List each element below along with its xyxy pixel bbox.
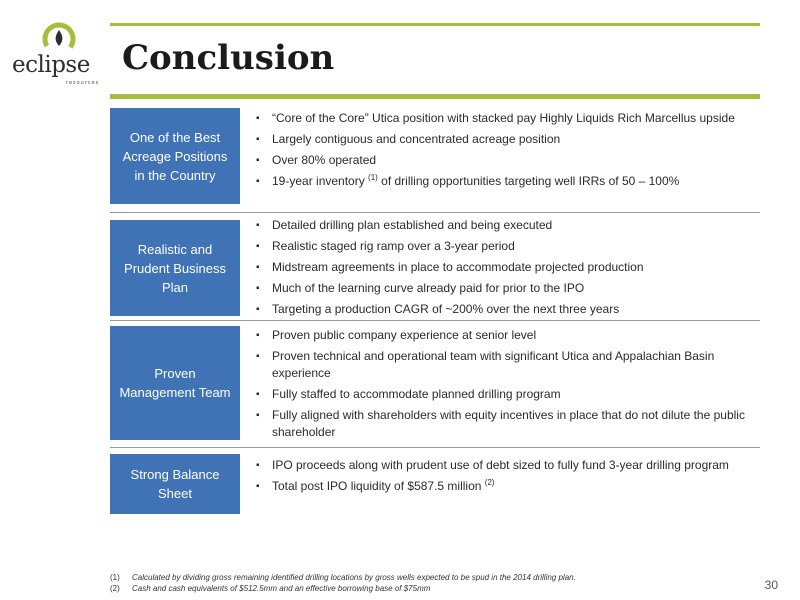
section-label-management: Proven Management Team [110, 326, 240, 440]
eclipse-logo-mark-icon [42, 22, 76, 56]
bullet-item: ▪ Targeting a production CAGR of ~200% over the next three years [256, 301, 760, 318]
section-label-business-plan: Realistic and Prudent Business Plan [110, 220, 240, 316]
bullet-item: ▪ Largely contiguous and concentrated acreage position [256, 131, 760, 148]
section-divider [110, 447, 760, 448]
bullet-text: of drilling opportunities targeting well IRRs of 50 – 100% [377, 174, 680, 188]
bullet-item: ▪ “Core of the Core” Utica position with stacked pay Highly Liquids Rich Marcellus upside [256, 110, 760, 127]
logo-subtext: resources [66, 80, 100, 86]
bullet-list [256, 217, 760, 322]
footnote-text: Calculated by dividing gross remaining identified drilling locations by gross wells expected to be spud in the 2014 drilling plan. [132, 573, 576, 582]
bullet-item: ▪ Detailed drilling plan established and being executed [256, 217, 760, 234]
bullet-item: ▪ Proven technical and operational team with significant Utica and Appalachian Basin experience [256, 348, 760, 382]
bullet-text: 19-year inventory [272, 174, 369, 188]
footnote-text: Cash and cash equivalents of $512.5mm and an effective borrowing base of $75mm [132, 584, 431, 593]
bullet-item: ▪ Over 80% operated [256, 152, 760, 169]
section-divider [110, 320, 760, 321]
bullet-item: ▪ Proven public company experience at senior level [256, 327, 760, 344]
section-divider [110, 212, 760, 213]
bullet-item: ▪ Fully staffed to accommodate planned drilling program [256, 386, 760, 403]
top-accent-rule [110, 23, 760, 26]
bullet-item [256, 478, 760, 495]
footnote-item [110, 572, 576, 583]
section-label-acreage: One of the Best Acreage Positions in the Country [110, 108, 240, 204]
page-number: 30 [764, 578, 778, 592]
footnote-ref: (2) [484, 478, 495, 487]
title-underline-rule [110, 94, 760, 99]
bullet-text: Total post IPO liquidity of $587.5 million [272, 479, 485, 493]
logo-wordmark: eclipse [12, 52, 90, 78]
footnote-item [110, 583, 576, 594]
section-label-balance-sheet: Strong Balance Sheet [110, 454, 240, 514]
bullet-list [256, 457, 760, 499]
footnote-number: (1) [110, 573, 120, 582]
footnotes [110, 572, 576, 594]
page-title: Conclusion [122, 38, 335, 78]
section-balance-sheet [110, 452, 760, 516]
eclipse-logo [12, 22, 102, 88]
section-business-plan [110, 216, 760, 320]
bullet-list [256, 110, 760, 194]
bullet-list [256, 327, 760, 445]
bullet-item: ▪ Fully aligned with shareholders with equity incentives in place that do not dilute the public shareholder [256, 407, 760, 441]
section-management [110, 323, 760, 447]
footnote-number: (2) [110, 584, 120, 593]
bullet-item [256, 173, 760, 190]
bullet-item: ▪ IPO proceeds along with prudent use of debt sized to fully fund 3-year drilling program [256, 457, 760, 474]
section-acreage [110, 108, 760, 212]
footnote-ref: (1) [368, 173, 378, 182]
bullet-item: ▪ Midstream agreements in place to accommodate projected production [256, 259, 760, 276]
bullet-item: ▪ Realistic staged rig ramp over a 3-year period [256, 238, 760, 255]
bullet-item: ▪ Much of the learning curve already paid for prior to the IPO [256, 280, 760, 297]
